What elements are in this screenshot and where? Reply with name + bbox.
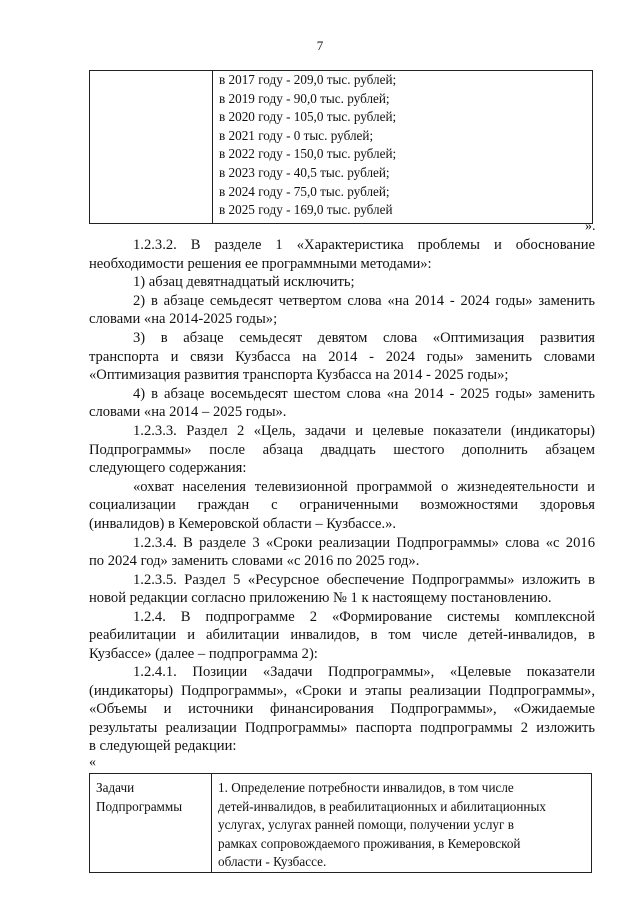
tasks-label-line: Задачи (96, 780, 135, 795)
funding-table (89, 70, 593, 224)
funding-line: в 2023 году - 40,5 тыс. рублей; (219, 164, 390, 180)
paragraph-line: результаты реализации Подпрограммы» паспорта подпрограммы 2 изложить (89, 720, 595, 736)
paragraph-line: 3) в абзаце семьдесят девятом слова «Оптимизация развития (133, 330, 595, 346)
tasks-table (89, 773, 592, 873)
paragraph-line: транспорта и связи Кузбасса на 2014 - 2024 годы» заменить словами (89, 349, 595, 365)
tasks-text-line: детей-инвалидов, в реабилитационных и абилитационных (218, 798, 546, 814)
paragraph-line: необходимости решения ее программными методами»: (89, 256, 432, 272)
paragraph-line: новой редакции согласно приложению № 1 к настоящему постановлению. (89, 590, 552, 606)
paragraph-line: следующего содержания: (89, 460, 247, 476)
funding-line: в 2022 году - 150,0 тыс. рублей; (219, 146, 397, 162)
paragraph-line: реабилитации и абилитации инвалидов, в том числе детей-инвалидов, в (89, 627, 595, 643)
funding-line: в 2024 году - 75,0 тыс. рублей; (219, 183, 390, 199)
funding-line: в 2017 году - 209,0 тыс. рублей; (219, 72, 397, 87)
funding-line: в 2020 году - 105,0 тыс. рублей; (219, 109, 397, 125)
paragraph-line: 1.2.3.3. Раздел 2 «Цель, задачи и целевые показатели (индикаторы) (133, 423, 595, 439)
paragraph-line: 1.2.3.5. Раздел 5 «Ресурсное обеспечение Подпрограммы» изложить в (133, 572, 595, 588)
tasks-text-line: рамках сопровождаемого проживания, в Кемеровской (218, 835, 521, 851)
paragraph-line: «Оптимизация развития транспорта Кузбасса на 2014 - 2025 годы»; (89, 367, 509, 383)
paragraph-line: 1.2.3.2. В разделе 1 «Характеристика проблемы и обоснование (133, 237, 595, 253)
page-number: 7 (316, 38, 324, 53)
paragraph-line: (инвалидов) в Кемеровской области – Кузбассе.». (89, 516, 397, 532)
paragraph-line: «Объемы и источники финансирования Подпрограммы», «Ожидаемые (89, 701, 595, 717)
paragraph-line: Кузбассе» (далее – подпрограмма 2): (89, 646, 318, 662)
tasks-label-cell (90, 774, 212, 873)
funding-line: в 2019 году - 90,0 тыс. рублей; (219, 90, 390, 106)
paragraph-line: (индикаторы) Подпрограммы», «Сроки и этапы реализации Подпрограммы», (89, 683, 595, 699)
paragraph-line: социализации граждан с ограниченными возможностями здоровья (89, 497, 595, 513)
paragraph-line: в следующей редакции: (89, 738, 237, 754)
funding-table-values-cell (213, 71, 593, 224)
paragraph-line: 1.2.3.4. В разделе 3 «Сроки реализации Подпрограммы» слова «с 2016 (133, 535, 595, 551)
paragraph-line: словами «на 2014-2025 годы»; (89, 311, 278, 327)
paragraph-line: 4) в абзаце восемьдесят шестом слова «на 2014 - 2025 годы» заменить (133, 386, 595, 402)
tasks-text-line: 1. Определение потребности инвалидов, в том числе (218, 780, 514, 795)
tasks-text-line: области - Кузбассе. (218, 854, 327, 870)
paragraph-line: Подпрограммы» после абзаца двадцать шестого дополнить абзацем (89, 442, 595, 458)
funding-table-label-cell (90, 71, 213, 224)
funding-line: в 2021 году - 0 тыс. рублей; (219, 127, 374, 143)
tasks-label-line: Подпрограммы (96, 798, 183, 814)
paragraph-line: 1) абзац девятнадцатый исключить; (133, 274, 355, 290)
paragraph-line: 1.2.4.1. Позиции «Задачи Подпрограммы», «Целевые показатели (133, 664, 595, 680)
tasks-text-line: услугах, услугах ранней помощи, получении услуг в (218, 817, 514, 833)
opening-quote: « (89, 755, 96, 770)
paragraph-line: 1.2.4. В подпрограмме 2 «Формирование системы комплексной (133, 609, 595, 625)
funding-line: в 2025 году - 169,0 тыс. рублей (219, 202, 393, 218)
paragraph-line: «охват населения телевизионной программой о жизнедеятельности и (133, 479, 595, 495)
tasks-text-cell (212, 774, 592, 873)
closing-quote: ». (585, 219, 596, 234)
paragraph-line: по 2024 год» заменить словами «с 2016 по 2025 год». (89, 553, 420, 569)
paragraph-line: словами «на 2014 – 2025 годы». (89, 404, 287, 420)
paragraph-line: 2) в абзаце семьдесят четвертом слова «на 2014 - 2024 годы» заменить (133, 293, 595, 309)
